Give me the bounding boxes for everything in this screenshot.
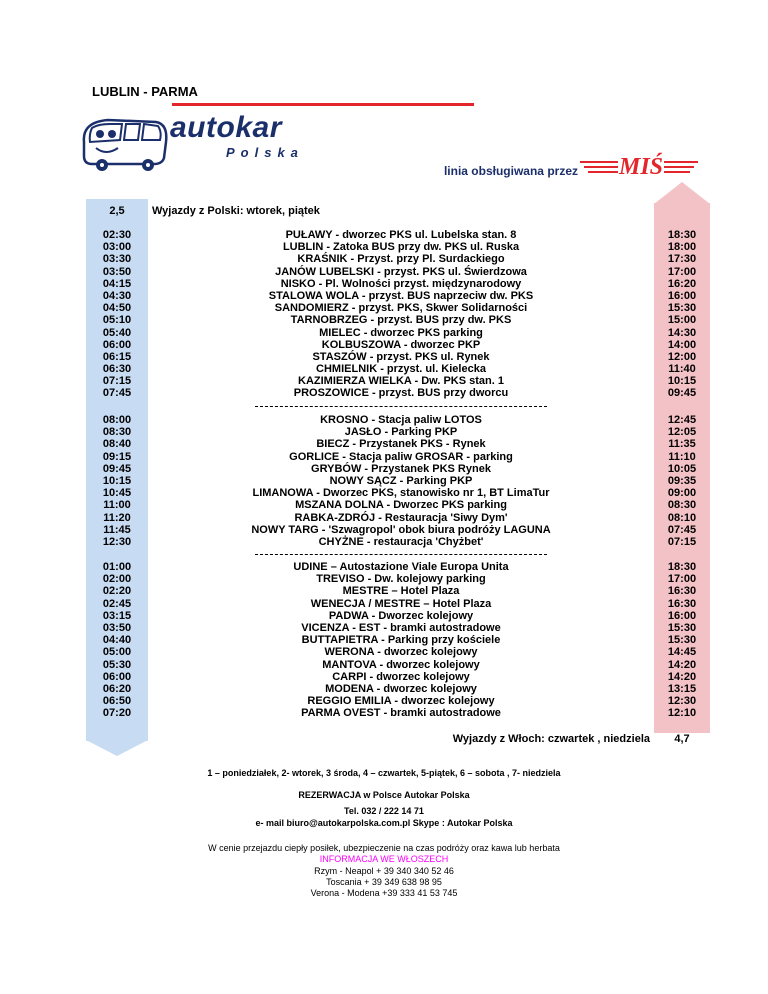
- stop-name: JANÓW LUBELSKI - przyst. PKS ul. Świerdzowa: [275, 265, 527, 278]
- return-time: 09:35: [667, 474, 697, 487]
- departure-time: 09:15: [102, 450, 132, 463]
- stop-name: CHYŻNE - restauracja 'Chyżbet': [318, 535, 484, 548]
- return-days-code: 4,7: [674, 733, 690, 745]
- group1-departure-times: [86, 229, 148, 400]
- departure-time: 11:00: [103, 499, 131, 512]
- return-time: 18:30: [667, 229, 697, 241]
- group3-stops: [152, 561, 650, 719]
- stop-name: GORLICE - Stacja paliw GROSAR - parking: [289, 450, 513, 463]
- return-time: 07:45: [667, 523, 697, 536]
- departure-time: 06:20: [102, 682, 132, 695]
- stop-name: BUTTAPIETRA - Parking przy kościele: [301, 634, 501, 647]
- partner-logo: [578, 138, 700, 182]
- stop-name: UDINE – Autostazione Viale Europa Unita: [293, 561, 509, 573]
- departure-time: 07:15: [102, 375, 132, 388]
- reservation-info: REZERWACJA w Polsce Autokar Polska: [298, 790, 470, 800]
- return-time: 13:15: [667, 682, 697, 695]
- departure-days-code: 2,5: [109, 205, 125, 217]
- down-arrow-icon: [86, 740, 148, 756]
- phone-number: Tel. 032 / 222 14 71: [344, 806, 424, 816]
- return-time: 14:20: [667, 670, 697, 683]
- header-divider: [172, 103, 474, 106]
- return-time: 18:00: [667, 241, 697, 254]
- stop-name: MIELEC - dworzec PKS parking: [319, 326, 483, 339]
- departure-time: 07:20: [102, 707, 132, 720]
- stop-name: NOWY TARG - 'Szwagropol' obok biura podróży LAGUNA: [251, 523, 551, 536]
- stop-name: KROSNO - Stacja paliw LOTOS: [320, 414, 482, 426]
- brand-name: autokar: [170, 111, 282, 144]
- return-time: 16:00: [667, 289, 697, 302]
- departure-time: 08:30: [102, 426, 132, 439]
- group2-departure-times: [86, 414, 148, 548]
- departure-time: 05:40: [102, 326, 132, 339]
- operated-by-label: linia obsługiwana przez: [443, 164, 578, 178]
- stop-name: PROSZOWICE - przyst. BUS przy dworcu: [293, 387, 509, 400]
- stop-name: MANTOVA - dworzec kolejowy: [322, 658, 480, 671]
- departure-time: 08:40: [102, 438, 132, 451]
- section-separator: [255, 406, 547, 407]
- departure-time: 08:00: [102, 414, 132, 426]
- days-legend: 1 – poniedziałek, 2- wtorek, 3 środa, 4 – czwartek, 5-piątek, 6 – sobota , 7- niedziela: [207, 768, 561, 778]
- stop-name: LIMANOWA - Dworzec PKS, stanowisko nr 1, BT LimaTur: [252, 487, 550, 500]
- return-time: 11:35: [668, 438, 696, 451]
- stop-name: VICENZA - EST - bramki autostradowe: [301, 621, 501, 634]
- group2-stops: [152, 414, 650, 548]
- stop-name: NISKO - Pl. Wolności przyst. międzynarodowy: [280, 277, 522, 290]
- return-time: 15:30: [667, 302, 697, 315]
- return-time: 12:45: [667, 414, 697, 426]
- return-time: 09:45: [667, 387, 697, 400]
- up-arrow-icon: [654, 182, 710, 204]
- brand-subtitle: Polska: [226, 145, 304, 160]
- departure-time: 03:50: [102, 265, 132, 278]
- return-time: 08:30: [667, 499, 697, 512]
- contact-info: e- mail biuro@autokarpolska.com.pl Skype : Autokar Polska: [255, 818, 513, 828]
- departure-time: 06:00: [102, 338, 132, 351]
- departure-time: 09:45: [102, 462, 132, 475]
- departure-time: 02:00: [102, 573, 132, 586]
- return-time: 11:40: [668, 363, 696, 376]
- departure-time: 03:00: [102, 241, 132, 254]
- return-time: 14:00: [667, 338, 697, 351]
- departure-time: 03:15: [102, 609, 132, 622]
- departure-time: 01:00: [102, 561, 132, 573]
- return-time: 11:10: [668, 450, 696, 463]
- departure-time: 11:20: [103, 511, 131, 524]
- departures-italy-label: Wyjazdy z Włoch: czwartek , niedziela: [452, 733, 650, 745]
- stop-name: TREVISO - Dw. kolejowy parking: [316, 573, 486, 586]
- stop-name: PUŁAWY - dworzec PKS ul. Lubelska stan. 8: [285, 229, 517, 241]
- return-time: 08:10: [667, 511, 697, 524]
- stop-name: CARPI - dworzec kolejowy: [332, 670, 470, 683]
- return-time: 10:15: [667, 375, 697, 388]
- stop-name: RABKA-ZDRÓJ - Restauracja 'Siwy Dym': [294, 511, 508, 524]
- stop-name: PADWA - Dworzec kolejowy: [328, 609, 474, 622]
- group3-departure-times: [86, 561, 148, 719]
- return-time: 14:45: [667, 646, 697, 659]
- departure-time: 05:10: [102, 314, 132, 327]
- stop-name: TARNOBRZEG - przyst. BUS przy dw. PKS: [290, 314, 512, 327]
- stop-name: BIECZ - Przystanek PKS - Rynek: [316, 438, 486, 451]
- partner-logo-text: MIŚ: [618, 154, 664, 180]
- departure-time: 06:00: [102, 670, 132, 683]
- departure-time: 10:45: [102, 487, 132, 500]
- phone-verona-modena: Verona - Modena +39 333 41 53 745: [310, 888, 458, 898]
- bus-mascot-icon: [78, 112, 172, 172]
- stop-name: CHMIELNIK - przyst. ul. Kielecka: [316, 363, 486, 376]
- departure-time: 03:50: [102, 621, 132, 634]
- departure-time: 06:15: [102, 350, 132, 363]
- return-time: 16:30: [667, 597, 697, 610]
- return-time: 07:15: [667, 535, 697, 548]
- departure-time: 04:30: [102, 289, 132, 302]
- departure-time: 06:30: [102, 363, 132, 376]
- return-time: 12:05: [667, 426, 697, 439]
- departure-time: 04:40: [102, 634, 132, 647]
- stop-name: MODENA - dworzec kolejowy: [325, 682, 477, 695]
- stop-name: NOWY SĄCZ - Parking PKP: [329, 474, 473, 487]
- stop-name: WERONA - dworzec kolejowy: [324, 646, 478, 659]
- stop-name: KAZIMIERZA WIELKA - Dw. PKS stan. 1: [298, 375, 504, 388]
- stop-name: PARMA OVEST - bramki autostradowe: [301, 707, 501, 720]
- departure-time: 12:30: [102, 535, 132, 548]
- stop-name: REGGIO EMILIA - dworzec kolejowy: [307, 695, 495, 708]
- return-time: 16:20: [667, 277, 697, 290]
- return-time: 17:00: [667, 265, 697, 278]
- italy-info-heading: INFORMACJA WE WŁOSZECH: [319, 854, 449, 864]
- group1-stops: [152, 229, 650, 400]
- group2-return-times: [654, 414, 710, 548]
- return-time: 15:30: [667, 634, 697, 647]
- departure-time: 02:30: [102, 229, 132, 241]
- return-time: 09:00: [667, 487, 697, 500]
- return-time: 12:00: [667, 350, 697, 363]
- departures-poland-label: Wyjazdy z Polski: wtorek, piątek: [152, 205, 320, 217]
- stop-name: KRAŚNIK - Przyst. przy Pl. Surdackiego: [297, 253, 505, 266]
- phone-rome-naples: Rzym - Neapol + 39 340 340 52 46: [314, 866, 454, 876]
- departure-time: 04:50: [102, 302, 132, 315]
- stop-name: MESTRE – Hotel Plaza: [342, 585, 460, 598]
- return-time: 15:30: [667, 621, 697, 634]
- return-time: 16:30: [667, 585, 697, 598]
- return-time: 14:30: [667, 326, 697, 339]
- section-separator: [255, 554, 547, 555]
- stop-name: GRYBÓW - Przystanek PKS Rynek: [311, 462, 491, 475]
- return-time: 17:00: [667, 573, 697, 586]
- stop-name: MSZANA DOLNA - Dworzec PKS parking: [295, 499, 507, 512]
- departure-time: 05:30: [102, 658, 132, 671]
- departure-time: 06:50: [102, 695, 132, 708]
- stop-name: STALOWA WOLA - przyst. BUS naprzeciw dw. PKS: [268, 289, 534, 302]
- group3-return-times: [654, 561, 710, 719]
- return-time: 10:05: [667, 462, 697, 475]
- stop-name: JASŁO - Parking PKP: [344, 426, 458, 439]
- stop-name: LUBLIN - Zatoka BUS przy dw. PKS ul. Ruska: [282, 241, 520, 254]
- departure-time: 07:45: [102, 387, 132, 400]
- return-time: 15:00: [667, 314, 697, 327]
- phone-tuscany: Toscania + 39 349 638 98 95: [326, 877, 442, 887]
- return-time: 14:20: [667, 658, 697, 671]
- return-time: 16:00: [667, 609, 697, 622]
- departure-time: 02:45: [102, 597, 132, 610]
- departure-time: 10:15: [102, 474, 132, 487]
- stop-name: KOLBUSZOWA - dworzec PKP: [321, 338, 481, 351]
- stop-name: WENECJA / MESTRE – Hotel Plaza: [310, 597, 492, 610]
- route-title: LUBLIN - PARMA: [92, 84, 198, 99]
- departure-time: 04:15: [102, 277, 132, 290]
- stop-name: SANDOMIERZ - przyst. PKS, Skwer Solidarności: [274, 302, 528, 315]
- return-time: 12:10: [667, 707, 697, 720]
- departure-time: 02:20: [102, 585, 132, 598]
- departure-time: 05:00: [102, 646, 132, 659]
- return-time: 17:30: [667, 253, 697, 266]
- departure-time: 11:45: [103, 523, 131, 536]
- return-time: 18:30: [667, 561, 697, 573]
- return-time: 12:30: [667, 695, 697, 708]
- amenities-note: W cenie przejazdu ciepły posiłek, ubezpieczenie na czas podróży oraz kawa lub herbata: [208, 843, 560, 853]
- group1-return-times: [654, 229, 710, 400]
- departure-time: 03:30: [102, 253, 132, 266]
- stop-name: STASZÓW - przyst. PKS ul. Rynek: [312, 350, 490, 363]
